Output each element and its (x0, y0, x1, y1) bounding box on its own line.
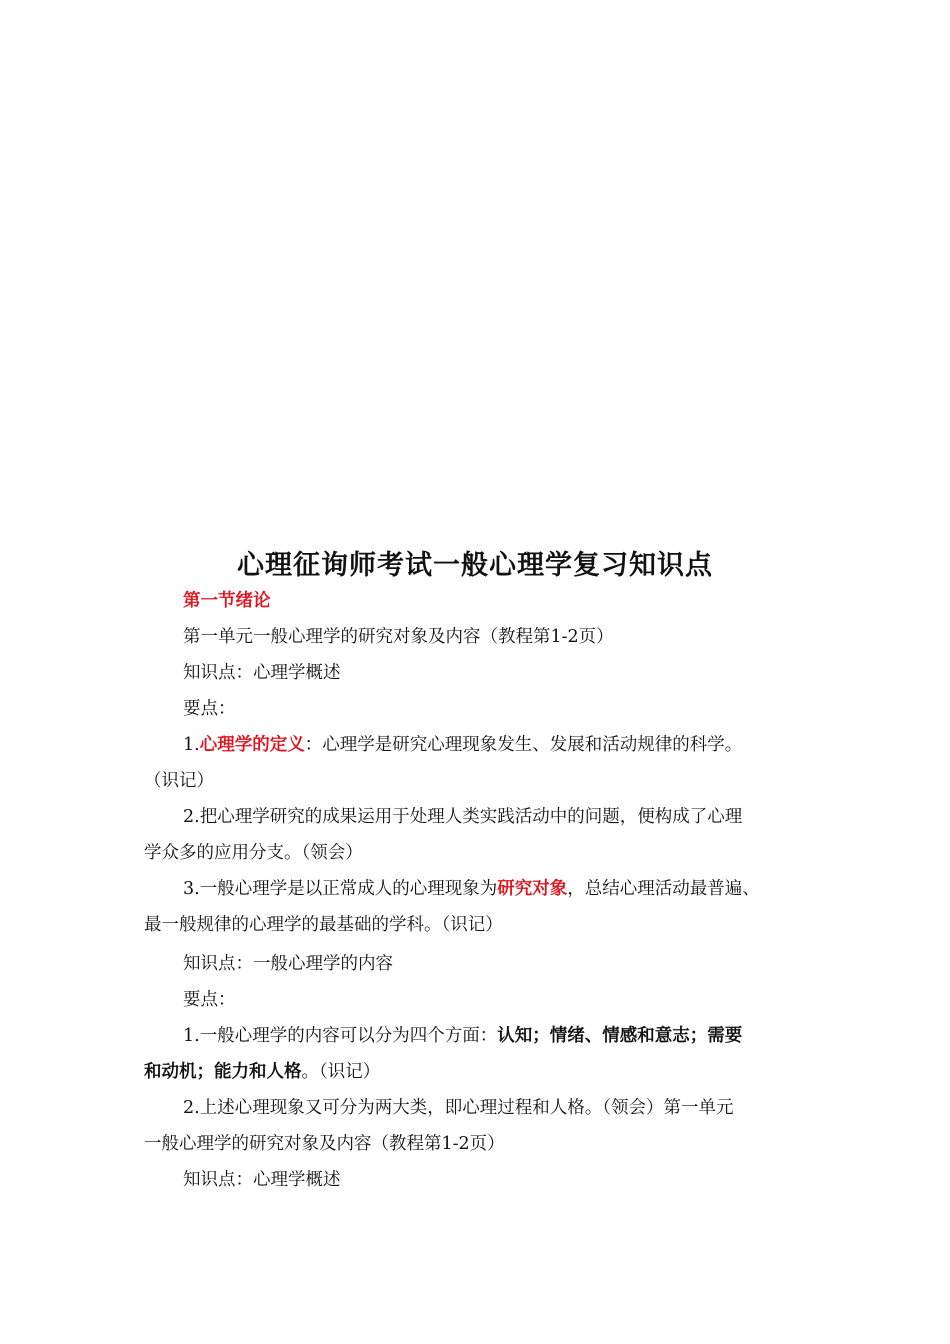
paragraph-3-emphasis: 研究对象 (497, 879, 568, 899)
section-heading: 第一节绪论 (183, 591, 271, 611)
knowledge-point: 知识点：心理学概述 (183, 663, 341, 683)
paragraph-1-number: 1. (183, 735, 200, 755)
paragraph-2-line-1: 2.把心理学研究的成果运用于处理人类实践活动中的问题，便构成了心理 (183, 807, 743, 827)
paragraph-4-text-2: 。（识记） (301, 1062, 381, 1082)
paragraph-3 (183, 877, 760, 901)
paragraph-3-text-rest: ，总结心理活动最普遍、 (567, 879, 760, 899)
paragraph-1-emphasis: 心理学的定义 (199, 735, 305, 755)
knowledge-point-2: 知识点：一般心理学的内容 (183, 954, 393, 974)
paragraph-4-bold-2: 和动机；能力和人格 (144, 1062, 302, 1082)
key-points-label: 要点： (183, 699, 236, 719)
knowledge-point-3: 知识点：心理学概述 (183, 1170, 341, 1190)
paragraph-4 (183, 1024, 742, 1048)
paragraph-5-line-1: 2.上述心理现象又可分为两大类，即心理过程和人格。（领会）第一单元 (183, 1098, 734, 1118)
document-title: 心理征询师考试一般心理学复习知识点 (237, 550, 713, 581)
paragraph-4-line-2 (144, 1060, 380, 1084)
paragraph-5-line-2: 一般心理学的研究对象及内容（教程第1-2页） (144, 1134, 505, 1154)
paragraph-1 (183, 733, 742, 757)
paragraph-2-line-2: 学众多的应用分支。（领会） (144, 843, 363, 863)
key-points-label-2: 要点： (183, 990, 236, 1010)
unit-heading: 第一单元一般心理学的研究对象及内容（教程第1-2页） (183, 627, 614, 647)
paragraph-3-line-2: 最一般规律的心理学的最基础的学科。（识记） (144, 915, 503, 935)
paragraph-1-text: ：心理学是研究心理现象发生、发展和活动规律的科学。 (304, 735, 743, 755)
paragraph-1-continuation: （识记） (144, 771, 214, 791)
paragraph-4-bold: 认知；情绪、情感和意志；需要 (497, 1026, 743, 1046)
paragraph-4-text: 1.一般心理学的内容可以分为四个方面： (183, 1026, 498, 1046)
paragraph-3-text: 3.一般心理学是以正常成人的心理现象为 (183, 879, 498, 899)
